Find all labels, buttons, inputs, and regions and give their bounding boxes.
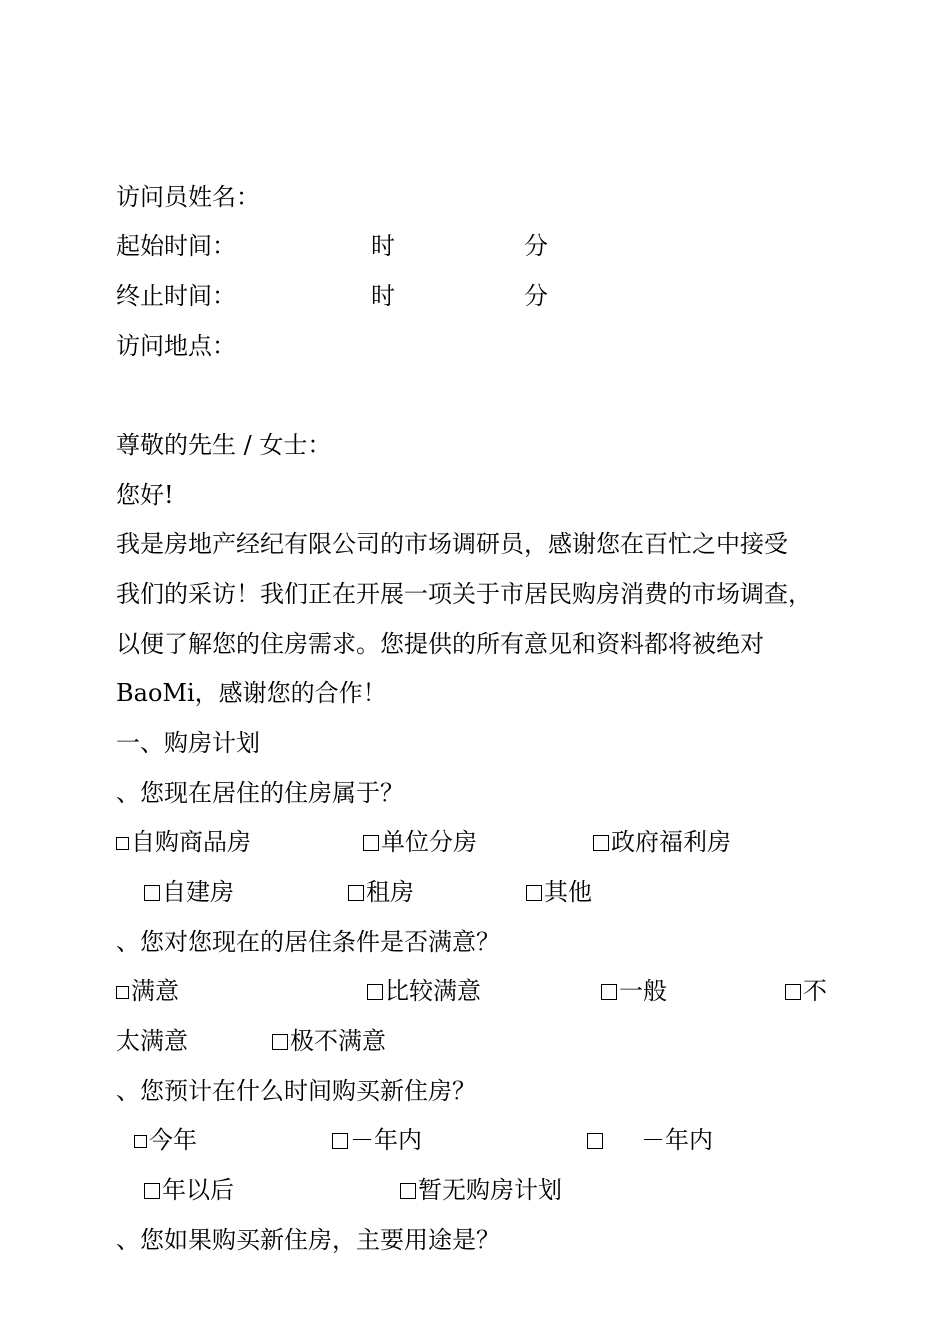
question-2: 、您对您现在的居住条件是否满意？ [116,928,500,956]
end-time-label: 终止时间： [116,282,236,310]
q1-option[interactable]: 租房 [348,876,414,908]
interviewer-name-label: 访问员姓名： [116,183,260,211]
checkbox-icon[interactable] [144,885,160,901]
checkbox-icon[interactable] [144,1183,160,1199]
q3-option[interactable]: －年内 [332,1124,422,1156]
q1-option[interactable]: 其他 [526,876,592,908]
q2-option[interactable]: 不 [785,975,827,1007]
checkbox-icon[interactable] [526,885,542,901]
location-label: 访问地点： [116,332,236,360]
checkbox-icon[interactable] [363,835,379,851]
checkbox-icon[interactable] [348,885,364,901]
greeting: 您好! [116,481,174,509]
q2-option[interactable]: 一般 [601,975,667,1007]
checkbox-icon[interactable] [593,835,609,851]
end-time-minute: 分 [524,282,548,310]
start-time-hour: 时 [371,232,395,260]
checkbox-icon[interactable] [587,1133,603,1149]
question-4: 、您如果购买新住房，主要用途是？ [116,1226,500,1254]
q3-option[interactable]: 今年 [134,1124,197,1156]
q1-option[interactable]: 自建房 [144,876,234,908]
salutation: 尊敬的先生 / 女士： [116,431,332,459]
letter-body-line-2: 我们的采访！我们正在开展一项关于市居民购房消费的市场调查， [116,580,812,608]
question-1: 、您现在居住的住房属于？ [116,779,404,807]
letter-body-line-3: 以便了解您的住房需求。您提供的所有意见和资料都将被绝对 [116,630,764,658]
checkbox-icon[interactable] [116,986,129,999]
section-title: 一、购房计划 [116,729,260,757]
checkbox-icon[interactable] [272,1034,288,1050]
checkbox-icon[interactable] [332,1133,348,1149]
q1-option[interactable]: 自购商品房 [116,826,251,858]
start-time-label: 起始时间： [116,232,236,260]
q1-option[interactable]: 单位分房 [363,826,477,858]
q1-option[interactable]: 政府福利房 [593,826,731,858]
q2-option[interactable]: 满意 [116,975,179,1007]
checkbox-icon[interactable] [400,1183,416,1199]
q2-option-continuation: 太满意 [116,1027,188,1055]
letter-body-line-4: BaoMi，感谢您的合作！ [116,679,387,707]
q2-option[interactable]: 极不满意 [272,1025,386,1057]
checkbox-icon[interactable] [367,984,383,1000]
checkbox-icon[interactable] [134,1135,147,1148]
checkbox-icon[interactable] [116,837,129,850]
end-time-hour: 时 [371,282,395,310]
q3-option[interactable]: 暂无购房计划 [400,1174,562,1206]
q2-option[interactable]: 比较满意 [367,975,481,1007]
letter-body-line-1: 我是房地产经纪有限公司的市场调研员，感谢您在百忙之中接受 [116,530,788,558]
q3-option[interactable]: 年以后 [144,1174,234,1206]
q3-option[interactable]: －年内 [587,1124,713,1156]
start-time-minute: 分 [524,232,548,260]
checkbox-icon[interactable] [785,984,801,1000]
checkbox-icon[interactable] [601,984,617,1000]
question-3: 、您预计在什么时间购买新住房？ [116,1077,476,1105]
